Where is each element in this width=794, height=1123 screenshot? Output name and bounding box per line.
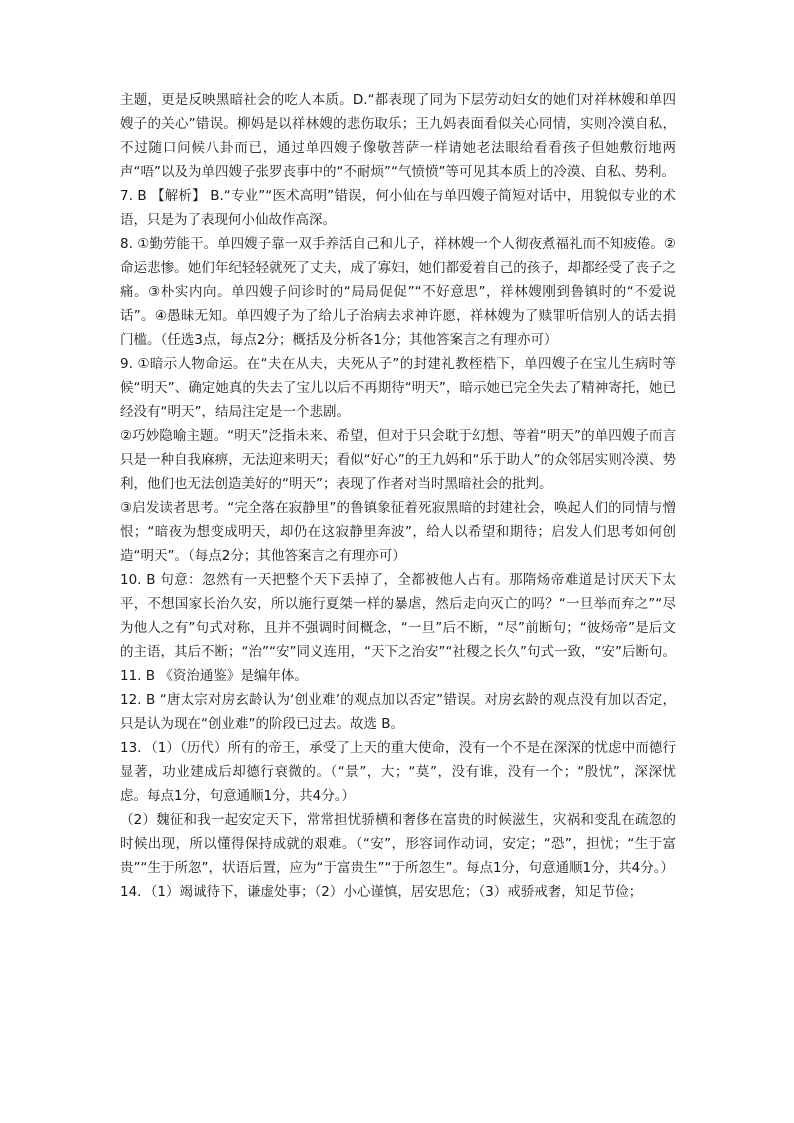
paragraph-q7: 7. B 【解析】 B.“专业”“医术高明”错误，何小仙在与单四嫂子简短对话中，用貌似专业的术语，只是为了表现何小仙故作高深。	[120, 188, 676, 228]
paragraph-q11: 11. B 《资治通鉴》是编年体。	[120, 668, 308, 684]
paragraph-q9-point1: 9. ①暗示人物命运。在“夫在从夫，夫死从子”的封建礼教桎梏下，单四嫂子在宝儿生病时等候“明天”、确定她真的失去了宝儿以后不再期待“明天”，暗示她已完全失去了精神寄托，她已经没有“明天”，结局注定是一个悲剧。	[120, 356, 676, 420]
answer-page	[120, 88, 676, 904]
paragraph-q9-point3: ③启发读者思考。“完全落在寂静里”的鲁镇象征着死寂黑暗的封建社会，唤起人们的同情与憎恨；“暗夜为想变成明天，却仍在这寂静里奔波”，给人以希望和期待；启发人们思考如何创造“明天”。（每点2分；其他答案言之有理亦可）	[120, 500, 676, 564]
paragraph-q13-part1: 13．（1）（历代）所有的帝王，承受了上天的重大使命，没有一个不是在深深的忧虑中而德行显著，功业建成后却德行衰微的。（“景”，大；“莫”，没有谁，没有一个；“殷忧”，深深忧虑。每点1分，句意通顺1分，共4分。）	[120, 740, 676, 804]
paragraph-q9-point2: ②巧妙隐喻主题。“明天”泛指未来、希望，但对于只会耽于幻想、等着“明天”的单四嫂子而言只是一种自我麻痹，无法迎来明天；看似“好心”的王九妈和“乐于助人”的众邻居实则冷漠、势利，他们也无法创造美好的“明天”；表现了作者对当时黑暗社会的批判。	[120, 428, 676, 492]
paragraph-q12: 12. B “唐太宗对房玄龄认为‘创业难’的观点加以否定”错误。对房玄龄的观点没有加以否定，只是认为现在“创业难”的阶段已过去。故选 B。	[120, 692, 676, 732]
paragraph-q6-continued: 主题，更是反映黑暗社会的吃人本质。D.“都表现了同为下层劳动妇女的她们对祥林嫂和单四嫂子的关心”错误。柳妈是以祥林嫂的悲伤取乐；王九妈表面看似关心同情，实则冷漠自私，不过随口问候八卦而已，通过单四嫂子像敬菩萨一样请她老法眼给看看孩子但她敷衍地两声“唔”以及为单四嫂子张罗丧事中的“不耐烦”“气愤愤”等可见其本质上的冷漠、自私、势利。	[120, 92, 676, 180]
paragraph-q8: 8. ①勤劳能干。单四嫂子靠一双手养活自己和儿子，祥林嫂一个人彻夜煮福礼而不知疲倦。②命运悲惨。她们年纪轻轻就死了丈夫，成了寡妇，她们都爱着自己的孩子，却都经受了丧子之痛。③朴实内向。单四嫂子问诊时的“局局促促”“不好意思”，祥林嫂刚到鲁镇时的“不爱说话”。④愚昧无知。单四嫂子为了给儿子治病去求神许愿，祥林嫂为了赎罪听信别人的话去捐门槛。（任选3点，每点2分；概括及分析各1分；其他答案言之有理亦可）	[120, 236, 676, 348]
paragraph-q10: 10. B 句意：忽然有一天把整个天下丢掉了，全都被他人占有。那隋炀帝难道是讨厌天下太平，不想国家长治久安，所以施行夏桀一样的暴虐，然后走向灭亡的吗？“一旦举而弃之”“尽为他人之有”句式对称，且并不强调时间概念，“一旦”后不断，“尽”前断句；“彼炀帝”是后文的主语，其后不断；“治”“安”同义连用，“天下之治安”“社稷之长久”句式一致，“安”后断句。	[120, 572, 676, 660]
paragraph-q13-part2: （2）魏征和我一起安定天下，常常担忧骄横和奢侈在富贵的时候滋生，灾祸和变乱在疏忽的时候出现，所以懂得保持成就的艰难。（“安”，形容词作动词，安定；“恐”，担忧；“生于富贵”“生于所忽”，状语后置，应为“于富贵生”“于所忽生”。每点1分，句意通顺1分，共4分。）	[120, 812, 676, 876]
paragraph-q14: 14．（1）竭诚待下，谦虚处事；（2）小心谨慎，居安思危；（3）戒骄戒奢，知足节俭；	[120, 884, 643, 900]
